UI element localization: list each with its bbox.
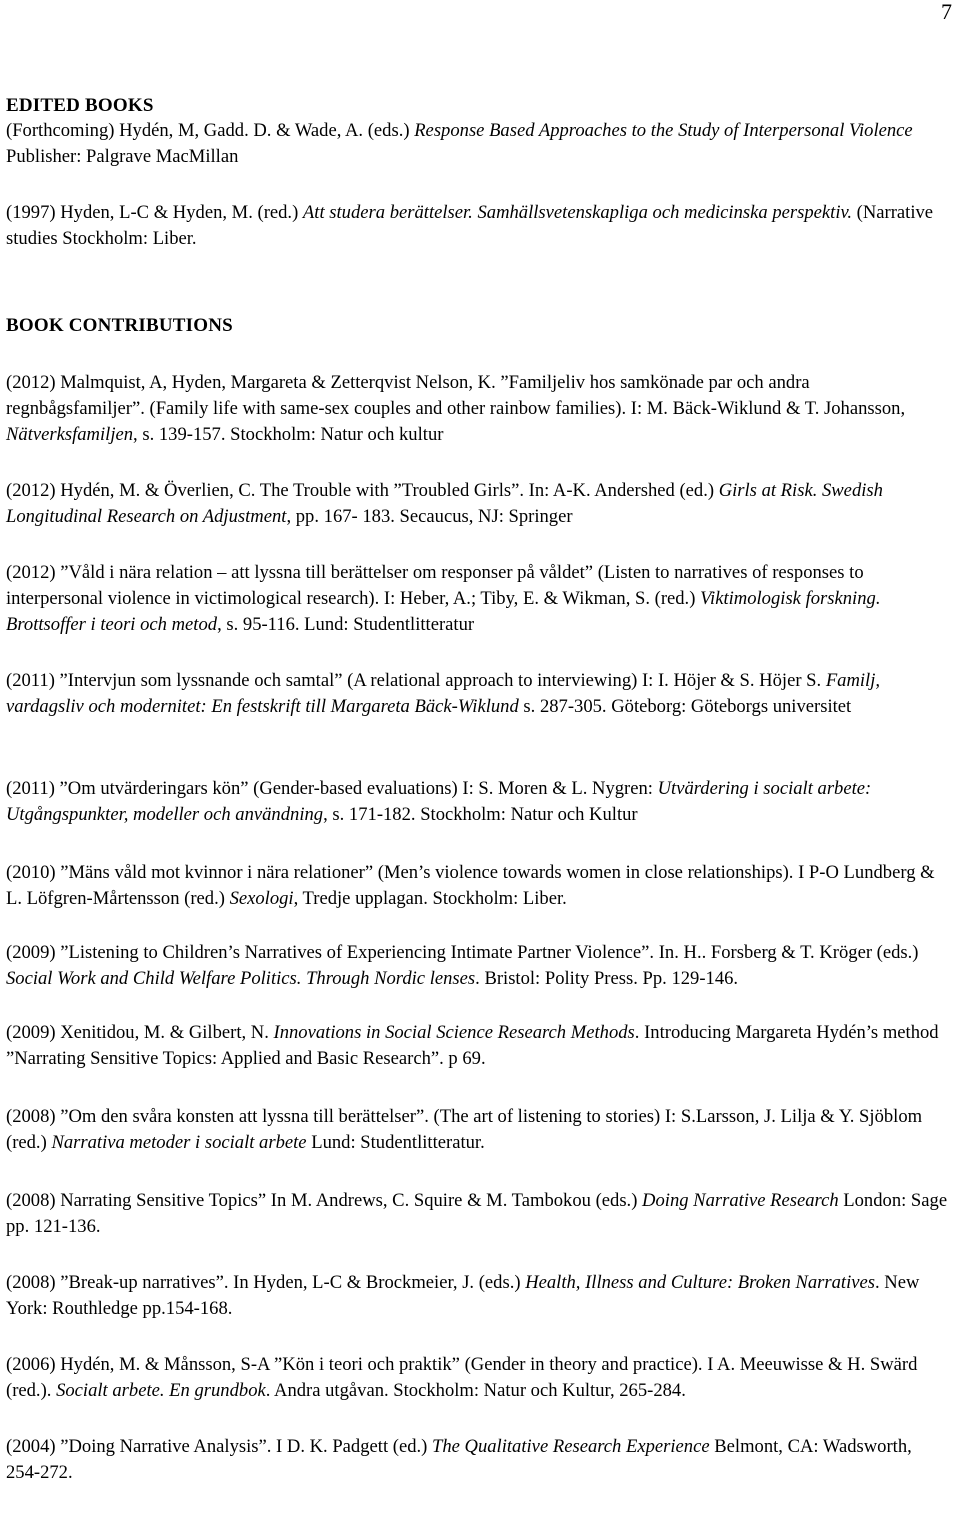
contribution-entry <box>6 478 950 530</box>
contribution-entry <box>6 1188 950 1240</box>
entry-text: , Tredje upplagan. Stockholm: Liber. <box>293 888 567 909</box>
entry-text: (2011) ”Intervjun som lyssnande och samtal” (A relational approach to interviewing) I: I. Höjer & S. Höjer S. <box>6 670 826 691</box>
entry-text: (2012) ”Våld i nära relation – att lyssna till berättelser om responser på våldet” (Listen to narratives of responses to interpersonal violence in victimological research). I: Heber, A.; Tiby, E. & Wikman, S. (red.) <box>6 562 864 609</box>
entry-title: Socialt arbete. En grundbok <box>56 1380 266 1401</box>
page-number: 7 <box>941 0 952 24</box>
contribution-entry <box>6 776 950 828</box>
entry-title: Doing Narrative Research <box>642 1190 839 1211</box>
contribution-entry <box>6 860 950 912</box>
contribution-entry <box>6 1434 950 1486</box>
entry-text: Lund: Studentlitteratur. <box>306 1132 485 1153</box>
entry-text: London: Sage pp. 121-136. <box>6 1190 948 1237</box>
contribution-entry <box>6 1352 950 1404</box>
entry-text: . Bristol: Polity Press. Pp. 129-146. <box>475 968 739 989</box>
entry-text: (2009) Xenitidou, M. & Gilbert, N. <box>6 1022 274 1043</box>
entry-text: , pp. 167- 183. Secaucus, NJ: Springer <box>286 506 573 527</box>
entry-text: , s. 171-182. Stockholm: Natur och Kultur <box>323 804 638 825</box>
entry-text: (2011) ”Om utvärderingars kön” (Gender-based evaluations) I: S. Moren & L. Nygren: <box>6 778 658 799</box>
entry-text: (2006) Hydén, M. & Månsson, S-A ”Kön i teori och praktik” (Gender in theory and practice). I A. Meeuwisse & H. Swärd (red.). <box>6 1354 918 1401</box>
contribution-entry <box>6 370 950 448</box>
section-heading-book-contributions: BOOK CONTRIBUTIONS <box>6 315 233 336</box>
contribution-entry <box>6 1104 950 1156</box>
entry-text: (2009) ”Listening to Children’s Narratives of Experiencing Intimate Partner Violence”. In. H.. Forsberg & T. Kröger (eds.) <box>6 942 919 963</box>
entry-text: , s. 139-157. Stockholm: Natur och kultur <box>133 424 444 445</box>
entry-text: (2010) ”Mäns våld mot kvinnor i nära relationer” (Men’s violence towards women in close relationships). I P-O Lundberg & L. Löfgren-Mårtensson (red.) <box>6 862 935 909</box>
entry-title: Health, Illness and Culture: Broken Narratives <box>525 1272 875 1293</box>
entry-text: . Introducing Margareta Hydén’s method ”Narrating Sensitive Topics: Applied and Basic Research”. p 69. <box>6 1022 939 1069</box>
entry-text: (2008) Narrating Sensitive Topics” In M. Andrews, C. Squire & M. Tambokou (eds.) <box>6 1190 643 1211</box>
edited-book-entry <box>6 118 950 170</box>
entry-text: Publisher: Palgrave MacMillan <box>6 146 239 167</box>
entry-title: Viktimologisk forskning. Brottsoffer i teori och metod <box>6 588 881 635</box>
entry-title: Utvärdering i socialt arbete: Utgångspunkter, modeller och användning <box>6 778 872 825</box>
entry-text: (2012) Malmquist, A, Hyden, Margareta & Zetterqvist Nelson, K. ”Familjeliv hos samkönade par och andra regnbågsfamiljer”. (Family life with same-sex couples and other rainbow families). I: M. Bäck-Wiklund & T. Johansson, <box>6 372 906 419</box>
entry-title: Girls at Risk. Swedish Longitudinal Research on Adjustment <box>6 480 883 527</box>
entry-title: Social Work and Child Welfare Politics. Through Nordic lenses <box>6 968 476 989</box>
section-heading-edited-books: EDITED BOOKS <box>6 95 154 116</box>
entry-text: (1997) Hyden, L-C & Hyden, M. (red.) <box>6 202 303 223</box>
entry-text: , s. 95-116. Lund: Studentlitteratur <box>217 614 475 635</box>
entry-text: . New York: Routhledge pp.154-168. <box>6 1272 920 1319</box>
entry-title: Narrativa metoder i socialt arbete <box>51 1132 307 1153</box>
entry-text: (2004) ”Doing Narrative Analysis”. I D. K. Padgett (ed.) <box>6 1436 432 1457</box>
edited-book-entry <box>6 200 950 252</box>
contribution-entry <box>6 1270 950 1322</box>
entry-text: (2012) Hydén, M. & Överlien, C. The Trouble with ”Troubled Girls”. In: A-K. Andershed (ed.) <box>6 480 719 501</box>
entry-text: . Andra utgåvan. Stockholm: Natur och Kultur, 265-284. <box>265 1380 686 1401</box>
contribution-entry <box>6 1020 950 1072</box>
entry-text: (Narrative studies Stockholm: Liber. <box>6 202 934 249</box>
entry-title: Att studera berättelser. Samhällsvetenskapliga och medicinska perspektiv. <box>302 202 853 223</box>
entry-title: Innovations in Social Science Research Methods <box>273 1022 635 1043</box>
entry-title: Sexologi <box>229 888 294 909</box>
entry-title: Nätverksfamiljen <box>6 424 134 445</box>
entry-title: Response Based Approaches to the Study of Interpersonal Violence <box>414 120 913 141</box>
entry-text: (Forthcoming) Hydén, M, Gadd. D. & Wade, A. (eds.) <box>6 120 415 141</box>
entry-title: Familj, vardagsliv och modernitet: En festskrift till Margareta Bäck-Wiklund <box>6 670 881 717</box>
contribution-entry <box>6 940 950 992</box>
entry-text: Belmont, CA: Wadsworth, 254-272. <box>6 1436 912 1483</box>
contribution-entry <box>6 668 950 720</box>
entry-text: s. 287-305. Göteborg: Göteborgs universitet <box>518 696 852 717</box>
contribution-entry <box>6 560 950 638</box>
entry-text: (2008) ”Break-up narratives”. In Hyden, L-C & Brockmeier, J. (eds.) <box>6 1272 526 1293</box>
entry-title: The Qualitative Research Experience <box>432 1436 710 1457</box>
entry-text: (2008) ”Om den svåra konsten att lyssna till berättelser”. (The art of listening to stories) I: S.Larsson, J. Lilja & Y. Sjöblom (red.) <box>6 1106 923 1153</box>
